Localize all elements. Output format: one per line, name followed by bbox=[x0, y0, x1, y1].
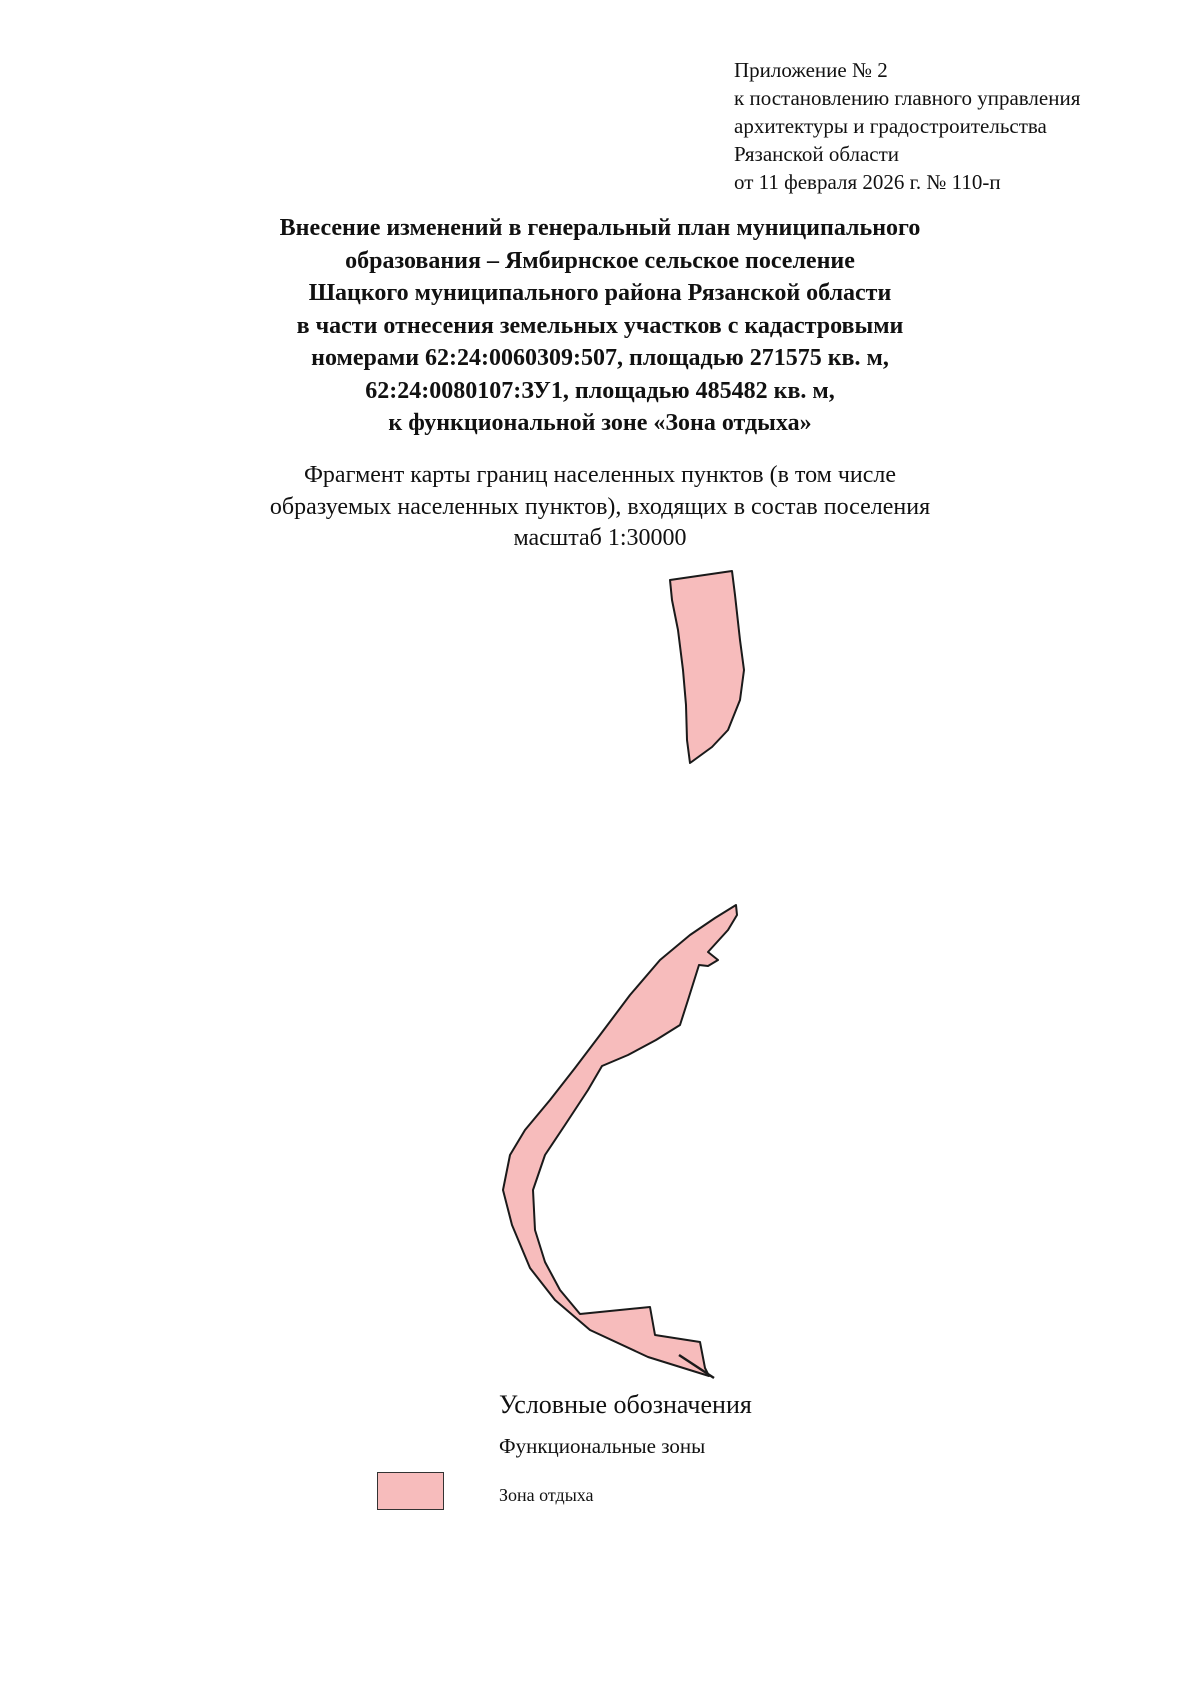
recreation-zone-north bbox=[670, 571, 744, 763]
title-line: 62:24:0080107:ЗУ1, площадью 485482 кв. м, bbox=[365, 377, 835, 404]
legend-label-recreation-zone: Зона отдыха bbox=[499, 1485, 594, 1505]
recreation-zone-south bbox=[503, 905, 737, 1376]
title-line: в части отнесения земельных участков с кадастровыми bbox=[296, 312, 904, 339]
map-scale: масштаб 1:30000 bbox=[513, 525, 687, 551]
title-line: Шацкого муниципального района Рязанской области bbox=[308, 280, 892, 306]
title-line: к функциональной зоне «Зона отдыха» bbox=[388, 410, 812, 436]
title-line: номерами 62:24:0060309:507, площадью 271575 кв. м, bbox=[311, 345, 889, 371]
legend-title: Условные обозначения bbox=[499, 1390, 752, 1419]
title-line: Внесение изменений в генеральный план муниципального bbox=[279, 215, 921, 241]
appendix-line: к постановлению главного управления bbox=[734, 86, 1081, 110]
appendix-line: Приложение № 2 bbox=[734, 58, 888, 82]
appendix-line: от 11 февраля 2026 г. № 110-п bbox=[734, 170, 1001, 194]
legend-subtitle: Функциональные зоны bbox=[499, 1434, 706, 1458]
legend-swatch-recreation-zone bbox=[377, 1472, 444, 1510]
appendix-line: архитектуры и градостроительства bbox=[734, 114, 1047, 138]
map-caption-line: образуемых населенных пунктов), входящих в состав поселения bbox=[269, 493, 931, 520]
appendix-line: Рязанской области bbox=[734, 142, 900, 166]
map-caption-line: Фрагмент карты границ населенных пунктов (в том числе bbox=[303, 462, 897, 488]
title-line: образования – Ямбирнское сельское поселение bbox=[345, 247, 855, 274]
